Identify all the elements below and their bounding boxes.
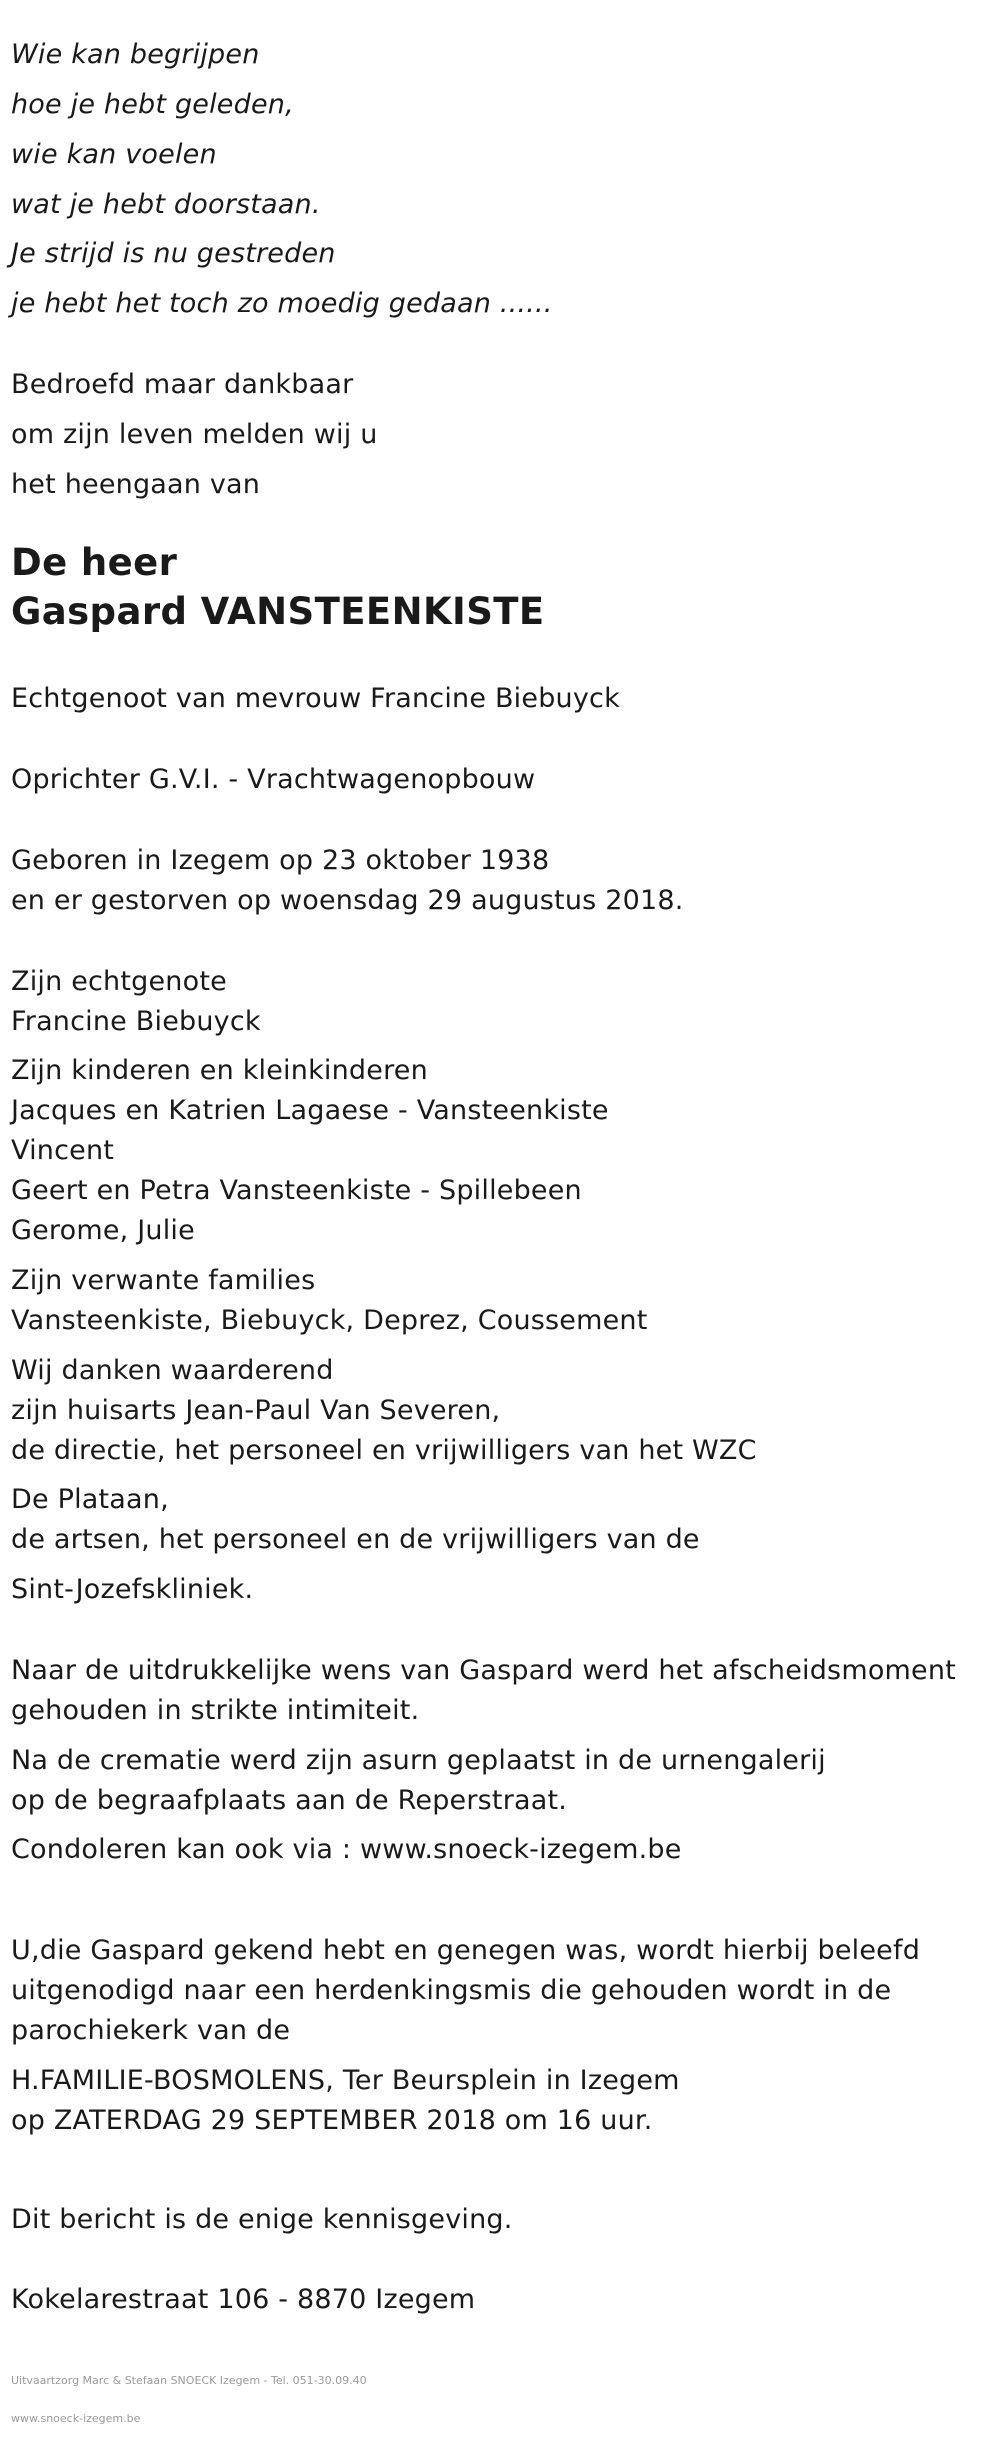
condolence-line: Condoleren kan ook via : www.snoeck-izegem.be bbox=[11, 1834, 682, 1865]
arrangement-line: Na de crematie werd zijn asurn geplaatst in de urnengalerij bbox=[11, 1745, 826, 1776]
family-line: Zijn verwante families bbox=[11, 1265, 316, 1296]
death-line: en er gestorven op woensdag 29 augustus 2018. bbox=[11, 885, 684, 916]
poem-line: Je strijd is nu gestreden bbox=[11, 238, 336, 269]
poem-line: je hebt het toch zo moedig gedaan ...... bbox=[11, 288, 553, 319]
spouse-line: Echtgenoot van mevrouw Francine Biebuyck bbox=[11, 683, 620, 714]
intro-line: om zijn leven melden wij u bbox=[11, 419, 378, 450]
family-line: zijn huisarts Jean-Paul Van Severen, bbox=[11, 1395, 501, 1426]
family-line: Geert en Petra Vansteenkiste - Spillebeen bbox=[11, 1175, 582, 1206]
family-line: Wij danken waarderend bbox=[11, 1355, 334, 1386]
family-line: Zijn kinderen en kleinkinderen bbox=[11, 1055, 428, 1086]
family-line: Vansteenkiste, Biebuyck, Deprez, Coussement bbox=[11, 1305, 648, 1336]
invitation-line: parochiekerk van de bbox=[11, 2015, 291, 2046]
invitation-line: H.FAMILIE-BOSMOLENS, Ter Beursplein in Izegem bbox=[11, 2065, 680, 2096]
occupation-line: Oprichter G.V.I. - Vrachtwagenopbouw bbox=[11, 764, 536, 795]
deceased-name: Gaspard VANSTEENKISTE bbox=[11, 590, 545, 633]
family-line: de directie, het personeel en vrijwilligers van het WZC bbox=[11, 1435, 757, 1466]
website-link[interactable]: www.snoeck-izegem.be bbox=[11, 2412, 141, 2425]
poem-line: wie kan voelen bbox=[11, 139, 217, 170]
poem-line: hoe je hebt geleden, bbox=[11, 89, 294, 120]
family-line: De Plataan, bbox=[11, 1484, 169, 1515]
notice-line: Dit bericht is de enige kennisgeving. bbox=[11, 2204, 513, 2235]
address-line: Kokelarestraat 106 - 8870 Izegem bbox=[11, 2284, 476, 2315]
family-line: Vincent bbox=[11, 1135, 115, 1166]
arrangement-line: op de begraafplaats aan de Reperstraat. bbox=[11, 1785, 568, 1816]
family-line: Jacques en Katrien Lagaese - Vansteenkiste bbox=[11, 1095, 609, 1126]
invitation-line: uitgenodigd naar een herdenkingsmis die gehouden wordt in de bbox=[11, 1975, 892, 2006]
intro-line: het heengaan van bbox=[11, 469, 261, 500]
intro-line: Bedroefd maar dankbaar bbox=[11, 369, 354, 400]
family-line: Zijn echtgenote bbox=[11, 966, 227, 997]
family-line: Sint-Jozefskliniek. bbox=[11, 1574, 254, 1605]
invitation-line: U,die Gaspard gekend hebt en genegen was, wordt hierbij beleefd bbox=[11, 1935, 921, 1966]
birth-line: Geboren in Izegem op 23 oktober 1938 bbox=[11, 845, 550, 876]
invitation-line: op ZATERDAG 29 SEPTEMBER 2018 om 16 uur. bbox=[11, 2105, 653, 2136]
family-line: de artsen, het personeel en de vrijwilligers van de bbox=[11, 1524, 700, 1555]
poem-line: Wie kan begrijpen bbox=[11, 39, 260, 70]
arrangement-line: gehouden in strikte intimiteit. bbox=[11, 1695, 420, 1726]
family-line: Gerome, Julie bbox=[11, 1215, 195, 1246]
funeral-home-footer: Uitvaartzorg Marc & Stefaan SNOECK Izegem - Tel. 051-30.09.40 bbox=[11, 2374, 367, 2387]
deceased-title: De heer bbox=[11, 541, 178, 584]
family-line: Francine Biebuyck bbox=[11, 1006, 261, 1037]
arrangement-line: Naar de uitdrukkelijke wens van Gaspard werd het afscheidsmoment bbox=[11, 1655, 956, 1686]
poem-line: wat je hebt doorstaan. bbox=[11, 189, 321, 220]
